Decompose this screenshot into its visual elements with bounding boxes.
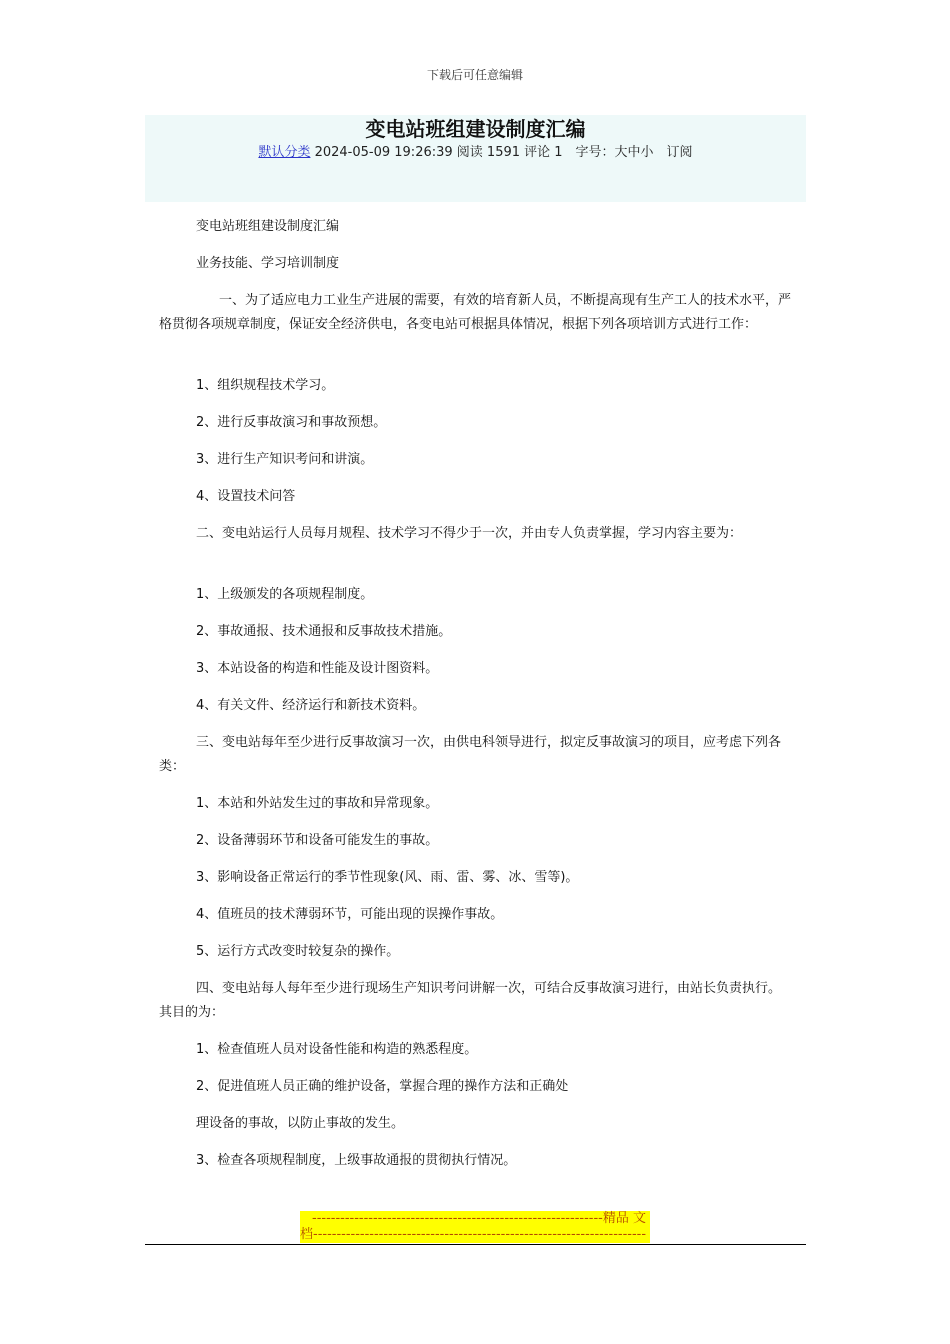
list-item: 1、本站和外站发生过的事故和异常现象。: [196, 796, 439, 811]
footer-watermark-line2: 档-----------------------------------------------------------------------: [300, 1227, 647, 1242]
footer-divider: [145, 1244, 806, 1245]
list-item: 4、值班员的技术薄弱环节，可能出现的误操作事故。: [196, 907, 504, 922]
paragraph: 二、变电站运行人员每月规程、技术学习不得少于一次，并由专人负责掌握，学习内容主要为：: [196, 526, 743, 541]
list-item: 2、进行反事故演习和事故预想。: [196, 415, 387, 430]
paragraph: 变电站班组建设制度汇编: [196, 219, 340, 234]
list-item: 2、促进值班人员正确的维护设备，掌握合理的操作方法和正确处: [196, 1079, 569, 1094]
page-header-note: 下载后可任意编辑: [426, 68, 523, 82]
list-item: 3、影响设备正常运行的季节性现象(风、雨、雷、雾、冰、雪等)。: [196, 870, 579, 885]
list-item: 5、运行方式改变时较复杂的操作。: [196, 944, 400, 959]
paragraph: 三、变电站每年至少进行反事故演习一次，由供电科领导进行，拟定反事故演习的项目，应考虑下列各类：: [159, 735, 782, 774]
list-item-continuation: 理设备的事故，以防止事故的发生。: [196, 1116, 405, 1131]
category-link[interactable]: 默认分类: [258, 145, 311, 160]
list-item: 1、上级颁发的各项规程制度。: [196, 587, 374, 602]
section-heading: 业务技能、学习培训制度: [196, 256, 340, 271]
paragraph: 一、为了适应电力工业生产进展的需要，有效的培育新人员，不断提高现有生产工人的技术水平，严格贯彻各项规章制度，保证安全经济供电，各变电站可根据具体情况，根据下列各项培训方式进行工作：: [159, 293, 792, 332]
article-title: 变电站班组建设制度汇编: [365, 117, 586, 141]
article-meta-info: 2024-05-09 19:26:39 阅读 1591 评论 1 字号：大中小 订阅: [310, 145, 693, 160]
list-item: 3、检查各项规程制度，上级事故通报的贯彻执行情况。: [196, 1153, 517, 1168]
paragraph: 四、变电站每人每年至少进行现场生产知识考问讲解一次，可结合反事故演习进行，由站长负责执行。其目的为：: [159, 981, 782, 1020]
list-item: 4、设置技术问答: [196, 489, 296, 504]
list-item: 2、设备薄弱环节和设备可能发生的事故。: [196, 833, 439, 848]
list-item: 3、进行生产知识考问和讲演。: [196, 452, 374, 467]
list-item: 2、事故通报、技术通报和反事故技术措施。: [196, 624, 452, 639]
list-item: 1、组织规程技术学习。: [196, 378, 335, 393]
article-meta: [145, 144, 806, 162]
footer-watermark-line1: --------------------------------------------------------------精品 文: [312, 1211, 646, 1226]
list-item: 1、检查值班人员对设备性能和构造的熟悉程度。: [196, 1042, 478, 1057]
footer-watermark: [300, 1211, 650, 1243]
list-item: 3、本站设备的构造和性能及设计图资料。: [196, 661, 439, 676]
list-item: 4、有关文件、经济运行和新技术资料。: [196, 698, 426, 713]
